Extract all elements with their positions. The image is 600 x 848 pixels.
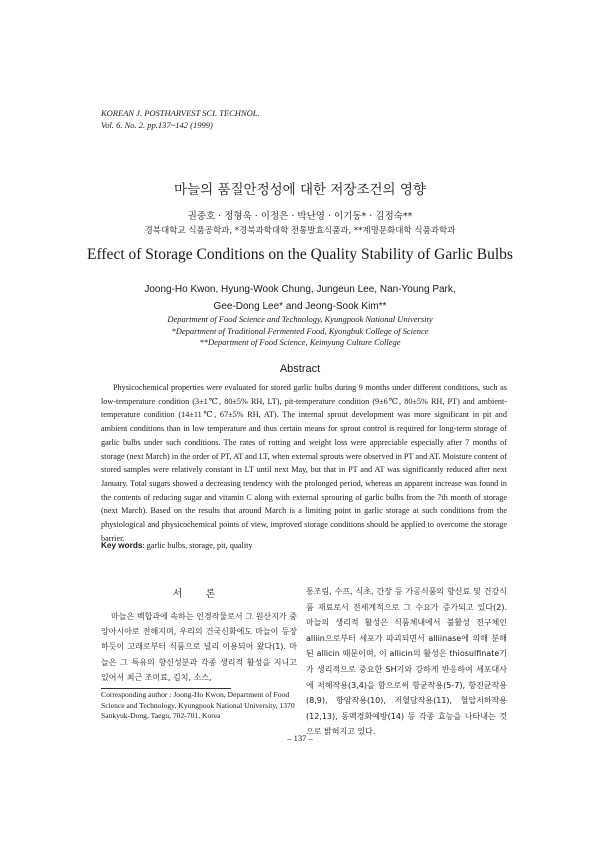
journal-name: KOREAN J. POSTHARVEST SCI. TECHNOL. [101,108,260,118]
intro-section-title: 서 론 [172,589,226,600]
keywords [101,541,252,550]
intro-right-text: 통조림, 수프, 식초, 간장 등 가공식품의 향신료 및 건강식품 재료로서 전세계적으로 그 수요가 증가되고 있다(2). 마늘의 생리적 활성은 식품체내에서 불활성 전구체인 alliin으로부터 세포가 파괴되면서 alliinase에 의해 분해된 allicin 때문이며, 이 allicin의 활성은 thiosulfinate기가 생리적으로 중요한 SH기와 강하게 반응하여 세포대사에 저해작용(3,4)을 함으로써 항균작용(5-7), 항진균작용(8,9), 항암작용(10), 저혈당작용(11), 혈압저하작용(12,13), 동맥경화예방(14) 등 각종 효능을 나타내는 것으로 밝혀지고 있다. [306,587,507,737]
corresponding-author-footnote: Corresponding author : Joong-Ho Kwon, Department of Food Science and Technology, Kyungpook National University, 1370 Sankyuk-Dong, Taegu, 702-701, Korea [101,690,295,720]
intro-left-column [101,609,297,685]
abstract-heading: Abstract [279,363,321,375]
english-affiliations [0,314,600,349]
authors-line-2: Gee-Dong Lee* and Jeong-Sook Kim** [213,301,387,312]
affiliation-2: *Department of Traditional Fermented Food, Kyongbuk College of Science [171,325,429,336]
korean-authors: 권중호 · 정형욱 · 이정은 · 박난영 · 이기동* · 김정숙** [187,211,413,222]
intro-right-column [306,584,507,740]
korean-affiliation: 경북대학교 식품공학과, *경북과학대학 전통발효식품과, **계명문화대학 식품과학과 [144,226,456,236]
abstract-body [101,381,507,545]
authors-line-1: Joong-Ho Kwon, Hyung-Wook Chung, Jungeun Lee, Nan-Young Park, [144,284,456,295]
page-number: – 137 – [287,733,313,743]
journal-volume: Vol. 6. No. 2. pp.137~142 (1999) [101,120,213,130]
journal-header [101,107,260,131]
footnote-divider [101,688,231,689]
affiliation-3: **Department of Food Science, Keimyung Culture College [199,337,401,347]
affiliation-1: Department of Food Science and Technology, Kyungpook National University [167,314,433,324]
english-authors [0,281,600,315]
keywords-text: : garlic bulbs, storage, pit, quality [142,541,253,550]
intro-left-text: 마늘은 백합과에 속하는 인경작물로서 그 원산지가 중앙아시아로 전해지며, 우리의 건국신화에도 마늘이 등장하듯이 고래로부터 식품으로 널리 이용되어 왔다(1). 마늘은 그 특유의 향신성분과 각종 생리적 활성을 지니고 있어서 최근 조미료, 김치, 소스, [101,612,297,682]
english-title: Effect of Storage Conditions on the Quality Stability of Garlic Bulbs [87,246,513,263]
korean-title: 마늘의 품질안정성에 대한 저장조건의 영향 [174,182,426,198]
abstract-text: Physicochemical properties were evaluated for stored garlic bulbs during 9 months under different conditions, such as low-temperature condition (3±1℃, 80±5% RH, LT), pit-temperature condition (9±6℃, 80±5% RH, PT) and ambient-temperature condition (14±11℃, 67±5% RH, AT). The internal sprout development was more significant in pit and ambient conditions than in low temperature and thus certain means for sprout control is required for long-term storage of garlic bulbs under such conditions. The rates of rotting and weight loss were appreciable especially after 7 months of storage (next March) in the order of PT, AT and LT, when external sprouts were observed in PT and AT. Moisture content of stored samples were relatively constant in LT until next May, but that in PT and AT was significantly reduced after next January. Total sugars showed a decreasing tendency with the prolonged period, whereas an apparent increase was found in the contents of reducing sugar and vitamin C along with external sprouring of garlic bulbs from the 7th month of storage (next March). Based on the results that around March is a limiting point in garlic storage at such conditions from the physiological and physicochemical points of view, improved storage conditions should be applied to overcome the storage barrier. [101,383,507,543]
keywords-label: Key words [101,541,143,550]
